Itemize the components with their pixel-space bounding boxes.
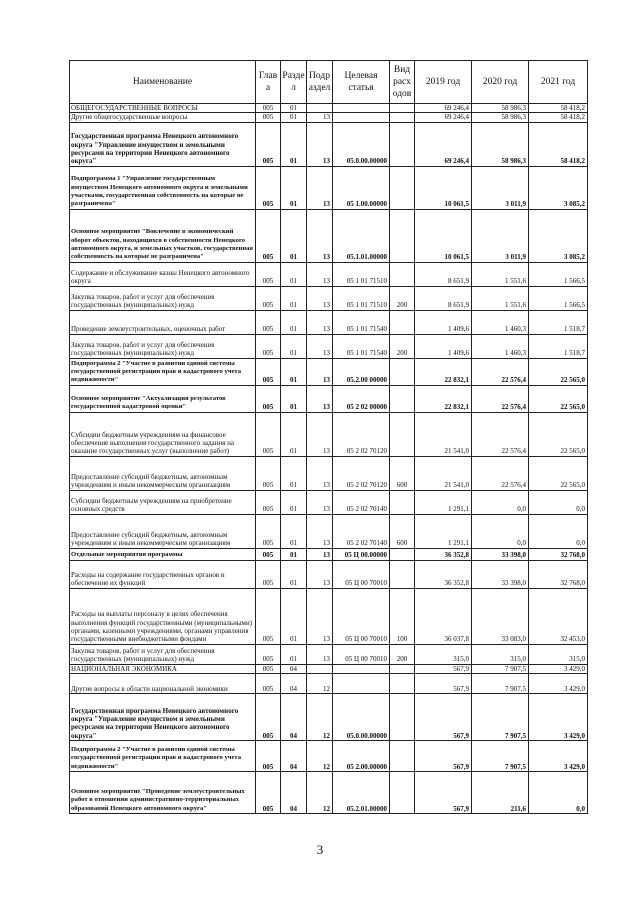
row-name-cell: Расходы на содержание государственных органов и обеспечение их функций bbox=[70, 560, 256, 588]
row-podrazdel-cell: 13 bbox=[307, 310, 333, 334]
row-podrazdel-cell: 13 bbox=[307, 644, 333, 664]
table-row bbox=[70, 286, 588, 310]
header-podrazdel-line1: Подр bbox=[309, 71, 330, 81]
row-2019-cell: 21 541,0 bbox=[415, 412, 472, 456]
row-razdel-cell: 01 bbox=[281, 104, 307, 113]
row-vid-cell: 600 bbox=[390, 456, 415, 490]
row-name-cell: Подпрограмма 1 "Управление государственным имуществом Ненецкого автономного округа и земельными участками, государственная собственность на которые не разграничена" bbox=[70, 166, 256, 209]
row-vid-cell bbox=[390, 104, 415, 113]
row-2020-cell: 1 551,6 bbox=[472, 262, 529, 286]
row-razdel-cell: 01 bbox=[281, 644, 307, 664]
row-2019-cell: 69 246,4 bbox=[415, 113, 472, 122]
row-vid-cell: 600 bbox=[390, 514, 415, 548]
row-2021-cell: 58 418,2 bbox=[529, 104, 588, 113]
row-2019-cell: 1 409,6 bbox=[415, 310, 472, 334]
row-glava-cell: 005 bbox=[256, 310, 281, 334]
row-glava-cell: 005 bbox=[256, 560, 281, 588]
row-razdel-cell: 01 bbox=[281, 560, 307, 588]
header-target-line1: Целевая bbox=[344, 71, 378, 81]
table-row bbox=[70, 588, 588, 644]
row-name-cell: Субсидии бюджетным учреждениям на приобретение основных средств bbox=[70, 490, 256, 514]
row-target-cell: 05.2.00 00000 bbox=[333, 358, 390, 385]
table-row bbox=[70, 412, 588, 456]
header-podrazdel bbox=[307, 61, 333, 104]
row-2019-cell: 10 061,5 bbox=[415, 166, 472, 209]
header-vid-line1: Вид bbox=[393, 65, 411, 75]
table-row bbox=[70, 122, 588, 166]
row-vid-cell bbox=[390, 122, 415, 166]
row-2021-cell: 0,0 bbox=[529, 490, 588, 514]
row-2021-cell: 22 565,0 bbox=[529, 358, 588, 385]
row-podrazdel-cell bbox=[307, 664, 333, 673]
row-2020-cell: 0,0 bbox=[472, 514, 529, 548]
table-row bbox=[70, 262, 588, 286]
table-row bbox=[70, 771, 588, 813]
row-podrazdel-cell: 13 bbox=[307, 412, 333, 456]
row-target-cell: 05 2 02 00000 bbox=[333, 385, 390, 412]
row-target-cell: 05 1.00.00000 bbox=[333, 166, 390, 209]
row-2021-cell: 58 418,2 bbox=[529, 122, 588, 166]
header-glava-line1: Глав bbox=[258, 71, 278, 81]
row-glava-cell: 005 bbox=[256, 693, 281, 740]
row-podrazdel-cell: 12 bbox=[307, 693, 333, 740]
row-target-cell: 05 2 02 70140 bbox=[333, 490, 390, 514]
row-razdel-cell: 01 bbox=[281, 548, 307, 560]
row-2021-cell: 32 768,0 bbox=[529, 548, 588, 560]
row-2020-cell: 211,6 bbox=[472, 771, 529, 813]
row-2021-cell: 3 085,2 bbox=[529, 166, 588, 209]
row-2021-cell: 3 429,0 bbox=[529, 673, 588, 693]
table-row bbox=[70, 673, 588, 693]
header-razdel-line2: л bbox=[291, 83, 296, 93]
row-2021-cell: 1 518,7 bbox=[529, 310, 588, 334]
row-2020-cell: 33 398,0 bbox=[472, 560, 529, 588]
row-name-cell: Государственная программа Ненецкого автономного округа "Управление имуществом и земельными ресурсами на территории Ненецкого автономного округа" bbox=[70, 693, 256, 740]
row-2020-cell: 33 083,0 bbox=[472, 588, 529, 644]
table-row bbox=[70, 166, 588, 209]
row-vid-cell bbox=[390, 560, 415, 588]
row-vid-cell: 200 bbox=[390, 286, 415, 310]
row-2020-cell: 1 460,3 bbox=[472, 310, 529, 334]
row-glava-cell: 005 bbox=[256, 740, 281, 771]
row-2020-cell: 7 907,5 bbox=[472, 664, 529, 673]
header-name: Наименование bbox=[70, 61, 256, 104]
row-vid-cell bbox=[390, 771, 415, 813]
row-vid-cell bbox=[390, 740, 415, 771]
row-podrazdel-cell: 13 bbox=[307, 113, 333, 122]
row-2020-cell: 3 011,9 bbox=[472, 166, 529, 209]
row-2021-cell: 0,0 bbox=[529, 514, 588, 548]
row-name-cell: Основное мероприятие "Проведение землеустроительных работ в отношении административно-территориальных образований Ненецкого автономного округа" bbox=[70, 771, 256, 813]
row-vid-cell: 200 bbox=[390, 644, 415, 664]
row-name-cell: Предоставление субсидий бюджетным, автономным учреждениям и иным некоммерческим организациям bbox=[70, 456, 256, 490]
row-target-cell: 05 1 01 71540 bbox=[333, 334, 390, 358]
row-razdel-cell: 01 bbox=[281, 358, 307, 385]
row-name-cell: Государственная программа Ненецкого автономного округа "Управление имуществом и земельными ресурсами на территории Ненецкого автономного округа" bbox=[70, 122, 256, 166]
row-vid-cell bbox=[390, 693, 415, 740]
row-vid-cell bbox=[390, 310, 415, 334]
row-target-cell: 05 1 01 71510 bbox=[333, 286, 390, 310]
row-glava-cell: 005 bbox=[256, 771, 281, 813]
header-target-line2: статья bbox=[348, 83, 374, 93]
row-razdel-cell: 01 bbox=[281, 113, 307, 122]
header-glava-line2: а bbox=[265, 83, 271, 93]
row-name-cell: Закупка товаров, работ и услуг для обеспечения государственных (муниципальных) нужд bbox=[70, 644, 256, 664]
table-row bbox=[70, 548, 588, 560]
row-vid-cell bbox=[390, 166, 415, 209]
row-target-cell: 05 Ц 00.00000 bbox=[333, 548, 390, 560]
row-podrazdel-cell: 13 bbox=[307, 358, 333, 385]
row-razdel-cell: 01 bbox=[281, 166, 307, 209]
row-2019-cell: 567,9 bbox=[415, 664, 472, 673]
row-glava-cell: 005 bbox=[256, 514, 281, 548]
header-2021: 2021 год bbox=[529, 61, 588, 104]
row-name-cell: Расходы на выплаты персоналу в целях обеспечения выполнения функций государственными (муниципальными) органами, казенными учреждениями, органами управления государственными внебюджетными фондами bbox=[70, 588, 256, 644]
row-razdel-cell: 01 bbox=[281, 209, 307, 262]
row-name-cell: Субсидии бюджетным учреждениям на финансовое обеспечение выполнения государственного задания на оказание государственных услуг (выполнение работ) bbox=[70, 412, 256, 456]
row-2019-cell: 8 651,9 bbox=[415, 286, 472, 310]
budget-table bbox=[69, 60, 588, 814]
row-razdel-cell: 01 bbox=[281, 412, 307, 456]
header-razdel bbox=[281, 61, 307, 104]
row-2019-cell: 21 541,0 bbox=[415, 456, 472, 490]
row-2019-cell: 567,9 bbox=[415, 673, 472, 693]
row-podrazdel-cell: 13 bbox=[307, 334, 333, 358]
row-vid-cell bbox=[390, 664, 415, 673]
row-glava-cell: 005 bbox=[256, 166, 281, 209]
row-glava-cell: 005 bbox=[256, 209, 281, 262]
row-podrazdel-cell: 13 bbox=[307, 286, 333, 310]
row-vid-cell bbox=[390, 262, 415, 286]
row-razdel-cell: 01 bbox=[281, 490, 307, 514]
row-2020-cell: 315,0 bbox=[472, 644, 529, 664]
row-2021-cell: 1 518,7 bbox=[529, 334, 588, 358]
table-body bbox=[70, 104, 588, 814]
row-2019-cell: 567,9 bbox=[415, 740, 472, 771]
row-name-cell: Подпрограмма 2 "Участие в развитии единой системы государственной регистрации прав и кадастрового учета недвижимости" bbox=[70, 358, 256, 385]
row-glava-cell: 005 bbox=[256, 644, 281, 664]
header-vid-line2: расх bbox=[393, 77, 411, 87]
row-razdel-cell: 01 bbox=[281, 456, 307, 490]
row-vid-cell: 100 bbox=[390, 588, 415, 644]
row-podrazdel-cell: 12 bbox=[307, 771, 333, 813]
row-razdel-cell: 04 bbox=[281, 664, 307, 673]
row-podrazdel-cell: 13 bbox=[307, 490, 333, 514]
row-2020-cell: 22 576,4 bbox=[472, 456, 529, 490]
row-2021-cell: 1 566,5 bbox=[529, 286, 588, 310]
row-target-cell: 05 2.00.00000 bbox=[333, 740, 390, 771]
row-target-cell: 05 Ц 00 70010 bbox=[333, 588, 390, 644]
row-2021-cell: 58 418,2 bbox=[529, 113, 588, 122]
row-podrazdel-cell: 13 bbox=[307, 456, 333, 490]
row-2019-cell: 1 291,1 bbox=[415, 490, 472, 514]
row-vid-cell bbox=[390, 490, 415, 514]
row-razdel-cell: 04 bbox=[281, 771, 307, 813]
table-row bbox=[70, 310, 588, 334]
row-podrazdel-cell: 12 bbox=[307, 740, 333, 771]
row-2019-cell: 567,9 bbox=[415, 771, 472, 813]
header-vid-line3: одов bbox=[392, 89, 412, 99]
row-name-cell: Проведение землеустроительных, оценочных работ bbox=[70, 310, 256, 334]
row-glava-cell: 005 bbox=[256, 286, 281, 310]
row-podrazdel-cell: 12 bbox=[307, 673, 333, 693]
row-2019-cell: 36 352,8 bbox=[415, 560, 472, 588]
row-2019-cell: 1 409,6 bbox=[415, 334, 472, 358]
row-2021-cell: 3 429,0 bbox=[529, 693, 588, 740]
table-row bbox=[70, 644, 588, 664]
row-2020-cell: 58 986,3 bbox=[472, 104, 529, 113]
row-2020-cell: 58 986,3 bbox=[472, 122, 529, 166]
row-podrazdel-cell: 13 bbox=[307, 262, 333, 286]
row-2019-cell: 69 246,4 bbox=[415, 122, 472, 166]
row-glava-cell: 005 bbox=[256, 385, 281, 412]
row-target-cell: 05 1 01 71510 bbox=[333, 262, 390, 286]
row-2020-cell: 22 576,4 bbox=[472, 385, 529, 412]
row-glava-cell: 005 bbox=[256, 673, 281, 693]
row-razdel-cell: 01 bbox=[281, 334, 307, 358]
row-2021-cell: 315,0 bbox=[529, 644, 588, 664]
row-vid-cell bbox=[390, 412, 415, 456]
row-2019-cell: 10 061,5 bbox=[415, 209, 472, 262]
row-glava-cell: 005 bbox=[256, 113, 281, 122]
table-row bbox=[70, 664, 588, 673]
row-razdel-cell: 04 bbox=[281, 740, 307, 771]
table-row bbox=[70, 560, 588, 588]
row-glava-cell: 005 bbox=[256, 262, 281, 286]
row-target-cell bbox=[333, 664, 390, 673]
row-podrazdel-cell bbox=[307, 104, 333, 113]
row-target-cell: 05 2 02 70140 bbox=[333, 514, 390, 548]
table-row bbox=[70, 113, 588, 122]
table-row bbox=[70, 358, 588, 385]
row-glava-cell: 005 bbox=[256, 548, 281, 560]
table-row bbox=[70, 693, 588, 740]
row-glava-cell: 005 bbox=[256, 490, 281, 514]
row-2019-cell: 36 037,8 bbox=[415, 588, 472, 644]
row-glava-cell: 005 bbox=[256, 664, 281, 673]
row-glava-cell: 005 bbox=[256, 104, 281, 113]
row-podrazdel-cell: 13 bbox=[307, 209, 333, 262]
row-vid-cell bbox=[390, 385, 415, 412]
row-name-cell: Подпрограмма 2 "Участие в развитии единой системы государственной регистрации прав и кадастрового учета недвижимости" bbox=[70, 740, 256, 771]
row-target-cell bbox=[333, 104, 390, 113]
row-target-cell: 05.1.01.00000 bbox=[333, 209, 390, 262]
row-razdel-cell: 01 bbox=[281, 262, 307, 286]
row-target-cell: 05 Ц 00 70010 bbox=[333, 644, 390, 664]
row-podrazdel-cell: 13 bbox=[307, 166, 333, 209]
row-2019-cell: 1 291,1 bbox=[415, 514, 472, 548]
row-razdel-cell: 01 bbox=[281, 385, 307, 412]
row-2020-cell: 1 551,6 bbox=[472, 286, 529, 310]
row-name-cell: ОБЩЕГОСУДАРСТВЕННЫЕ ВОПРОСЫ bbox=[70, 104, 256, 113]
row-2019-cell: 69 246,4 bbox=[415, 104, 472, 113]
row-2021-cell: 22 565,0 bbox=[529, 456, 588, 490]
row-razdel-cell: 01 bbox=[281, 122, 307, 166]
row-2021-cell: 32 453,0 bbox=[529, 588, 588, 644]
row-2021-cell: 1 566,5 bbox=[529, 262, 588, 286]
row-name-cell: Отдельные мероприятия программы bbox=[70, 548, 256, 560]
row-podrazdel-cell: 13 bbox=[307, 385, 333, 412]
row-razdel-cell: 01 bbox=[281, 588, 307, 644]
row-name-cell: Содержание и обслуживание казны Ненецкого автономного округа bbox=[70, 262, 256, 286]
row-razdel-cell: 04 bbox=[281, 673, 307, 693]
page-number: 3 bbox=[316, 842, 324, 857]
row-2021-cell: 22 565,0 bbox=[529, 385, 588, 412]
row-glava-cell: 005 bbox=[256, 456, 281, 490]
row-podrazdel-cell: 13 bbox=[307, 514, 333, 548]
table-row bbox=[70, 385, 588, 412]
row-2021-cell: 32 768,0 bbox=[529, 560, 588, 588]
table-row bbox=[70, 514, 588, 548]
row-target-cell: 05 2 02 70120 bbox=[333, 456, 390, 490]
row-2019-cell: 22 832,1 bbox=[415, 385, 472, 412]
table-header-row bbox=[70, 61, 588, 104]
row-name-cell: Предоставление субсидий бюджетным, автономным учреждениям и иным некоммерческим организациям bbox=[70, 514, 256, 548]
row-target-cell bbox=[333, 113, 390, 122]
row-2020-cell: 58 986,3 bbox=[472, 113, 529, 122]
row-name-cell: НАЦИОНАЛЬНАЯ ЭКОНОМИКА bbox=[70, 664, 256, 673]
row-target-cell: 05.0.00.00000 bbox=[333, 122, 390, 166]
row-target-cell: 05.2.01.00000 bbox=[333, 771, 390, 813]
header-podrazdel-line2: аздел bbox=[308, 83, 331, 93]
row-glava-cell: 005 bbox=[256, 412, 281, 456]
row-name-cell: Другие вопросы в области национальной экономики bbox=[70, 673, 256, 693]
row-glava-cell: 005 bbox=[256, 334, 281, 358]
row-2020-cell: 3 011,9 bbox=[472, 209, 529, 262]
row-2020-cell: 7 907,5 bbox=[472, 693, 529, 740]
row-2020-cell: 33 398,0 bbox=[472, 548, 529, 560]
row-name-cell: Закупка товаров, работ и услуг для обеспечения государственных (муниципальных) нужд bbox=[70, 286, 256, 310]
row-2019-cell: 22 832,1 bbox=[415, 358, 472, 385]
row-vid-cell bbox=[390, 209, 415, 262]
row-2020-cell: 7 907,5 bbox=[472, 673, 529, 693]
table-row bbox=[70, 490, 588, 514]
row-glava-cell: 005 bbox=[256, 358, 281, 385]
row-2020-cell: 7 907,5 bbox=[472, 740, 529, 771]
header-2020: 2020 год bbox=[472, 61, 529, 104]
row-name-cell: Основное мероприятие "Вовлечение в экономический оборот объектов, находящихся в собственности Ненецкого автономного округа, и земельных участков, государственная собственность на которые не разграничена" bbox=[70, 209, 256, 262]
row-2021-cell: 3 085,2 bbox=[529, 209, 588, 262]
row-target-cell bbox=[333, 673, 390, 693]
row-podrazdel-cell: 13 bbox=[307, 560, 333, 588]
row-target-cell: 05.0.00.00000 bbox=[333, 693, 390, 740]
table-row bbox=[70, 456, 588, 490]
row-target-cell: 05 2 02 70120 bbox=[333, 412, 390, 456]
header-vid bbox=[390, 61, 415, 104]
row-razdel-cell: 01 bbox=[281, 310, 307, 334]
row-razdel-cell: 04 bbox=[281, 693, 307, 740]
row-vid-cell bbox=[390, 548, 415, 560]
row-name-cell: Закупка товаров, работ и услуг для обеспечения государственных (муниципальных) нужд bbox=[70, 334, 256, 358]
row-target-cell: 05 Ц 00 70010 bbox=[333, 560, 390, 588]
row-2020-cell: 22 576,4 bbox=[472, 358, 529, 385]
row-2019-cell: 36 352,8 bbox=[415, 548, 472, 560]
row-vid-cell bbox=[390, 673, 415, 693]
row-podrazdel-cell: 13 bbox=[307, 122, 333, 166]
row-2020-cell: 22 576,4 bbox=[472, 412, 529, 456]
row-podrazdel-cell: 13 bbox=[307, 548, 333, 560]
row-2021-cell: 22 565,0 bbox=[529, 412, 588, 456]
row-podrazdel-cell: 13 bbox=[307, 588, 333, 644]
row-glava-cell: 005 bbox=[256, 122, 281, 166]
table-row bbox=[70, 209, 588, 262]
row-glava-cell: 005 bbox=[256, 588, 281, 644]
row-2021-cell: 3 429,0 bbox=[529, 664, 588, 673]
table-row bbox=[70, 104, 588, 113]
row-razdel-cell: 01 bbox=[281, 514, 307, 548]
row-2020-cell: 0,0 bbox=[472, 490, 529, 514]
row-2021-cell: 0,0 bbox=[529, 771, 588, 813]
row-2020-cell: 1 460,3 bbox=[472, 334, 529, 358]
row-2019-cell: 567,9 bbox=[415, 693, 472, 740]
row-2019-cell: 315,0 bbox=[415, 644, 472, 664]
header-2019: 2019 год bbox=[415, 61, 472, 104]
row-vid-cell bbox=[390, 113, 415, 122]
table-row bbox=[70, 740, 588, 771]
row-2021-cell: 3 429,0 bbox=[529, 740, 588, 771]
row-target-cell: 05 1 01 71540 bbox=[333, 310, 390, 334]
header-glava bbox=[256, 61, 281, 104]
row-vid-cell: 200 bbox=[390, 334, 415, 358]
header-razdel-line1: Разде bbox=[282, 71, 305, 81]
table-row bbox=[70, 334, 588, 358]
row-name-cell: Основное мероприятие "Актуализация результатов государственной кадастровой оценки" bbox=[70, 385, 256, 412]
row-2019-cell: 8 651,9 bbox=[415, 262, 472, 286]
row-razdel-cell: 01 bbox=[281, 286, 307, 310]
header-target bbox=[333, 61, 390, 104]
row-vid-cell bbox=[390, 358, 415, 385]
row-name-cell: Другие общегосударственные вопросы bbox=[70, 113, 256, 122]
